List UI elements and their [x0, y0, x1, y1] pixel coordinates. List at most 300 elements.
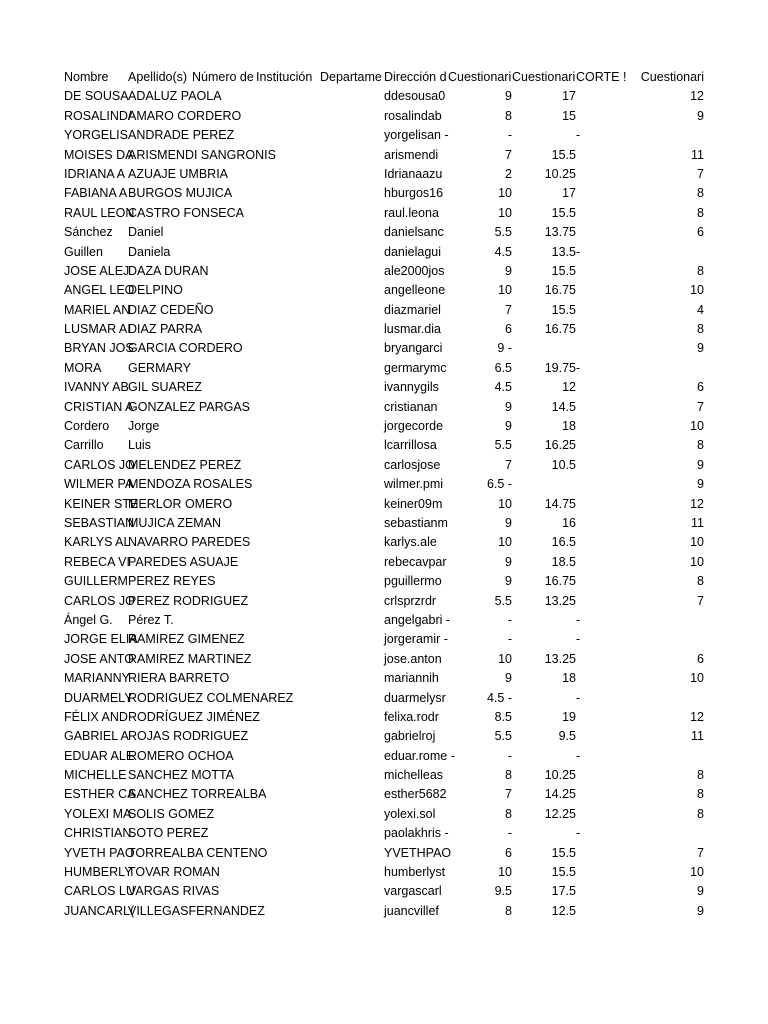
cell-direccion[interactable]: duarmelysr: [384, 690, 446, 705]
cell-cuestionario-3[interactable]: 10: [690, 419, 704, 434]
cell-cuestionario-2[interactable]: 16.75: [544, 283, 576, 298]
cell-cuestionario-1[interactable]: 10: [498, 651, 512, 666]
cell-cuestionario-2[interactable]: 17: [562, 186, 576, 201]
cell-direccion[interactable]: Idrianaazu: [384, 166, 443, 181]
cell-direccion[interactable]: danielsanc: [384, 225, 444, 240]
cell-nombre[interactable]: FÉLIX AND: [64, 709, 128, 724]
cell-direccion[interactable]: esther5682: [384, 787, 447, 802]
cell-apellidos[interactable]: MERLOR OMERO: [128, 496, 233, 511]
cell-nombre[interactable]: REBECA VI: [64, 554, 130, 569]
cell-cuestionario-2[interactable]: 18: [562, 419, 576, 434]
table-row: [0, 689, 768, 708]
cell-cuestionario-1[interactable]: 9: [505, 554, 512, 569]
table-row: [0, 766, 768, 785]
cell-cuestionario-2[interactable]: 12: [562, 380, 576, 395]
cell-cuestionario-2[interactable]: 15.5: [551, 205, 576, 220]
cell-direccion[interactable]: jorgeramir -: [384, 632, 448, 647]
cell-apellidos[interactable]: DAZA DURAN: [128, 263, 209, 278]
cell-cuestionario-1[interactable]: 5.5: [494, 438, 512, 453]
cell-cuestionario-2[interactable]: 15.5: [551, 302, 576, 317]
cell-direccion[interactable]: juancvillef: [384, 903, 439, 918]
cell-nombre[interactable]: CARLOS LU: [64, 884, 135, 899]
cell-cuestionario-3[interactable]: 8: [697, 574, 704, 589]
cell-apellidos[interactable]: Daniel: [128, 225, 164, 240]
cell-cuestionario-3[interactable]: 11: [691, 729, 704, 744]
cell-nombre[interactable]: ANGEL LEO: [64, 283, 135, 298]
cell-cuestionario-2[interactable]: 13.25: [544, 651, 576, 666]
cell-apellidos[interactable]: SOLIS GOMEZ: [128, 806, 215, 821]
cell-cuestionario-1[interactable]: 4.5: [494, 380, 512, 395]
cell-nombre[interactable]: CHRISTIAN: [64, 826, 132, 841]
cell-nombre[interactable]: Cordero: [64, 419, 110, 434]
cell-direccion[interactable]: bryangarci: [384, 341, 443, 356]
cell-cuestionario-2[interactable]: 16.5: [551, 535, 576, 550]
cell-apellidos[interactable]: ANDRADE PEREZ: [128, 128, 235, 143]
cell-nombre[interactable]: DE SOUSA: [64, 89, 129, 104]
cell-apellidos[interactable]: MENDOZA ROSALES: [128, 477, 253, 492]
table-row: [0, 844, 768, 863]
cell-apellidos[interactable]: RIERA BARRETO: [128, 671, 230, 686]
cell-nombre[interactable]: IDRIANA A: [64, 166, 126, 181]
cell-apellidos[interactable]: PEREZ REYES: [128, 574, 216, 589]
table-row: [0, 126, 768, 145]
cell-nombre[interactable]: MOISES DA: [64, 147, 134, 162]
cell-cuestionario-1[interactable]: 9.5: [494, 884, 512, 899]
table-row: [0, 533, 768, 552]
cell-apellidos[interactable]: GERMARY: [128, 360, 191, 375]
cell-cuestionario-2[interactable]: 13.25: [544, 593, 576, 608]
cell-apellidos[interactable]: AMARO CORDERO: [128, 108, 242, 123]
cell-direccion[interactable]: YVETHPAO: [384, 845, 452, 860]
cell-direccion[interactable]: angelleone: [384, 283, 446, 298]
table-row: [0, 669, 768, 688]
cell-cuestionario-3[interactable]: 7: [697, 593, 704, 608]
header-cuestionario-3[interactable]: Cuestionari: [640, 70, 704, 84]
table-row: [0, 281, 768, 300]
cell-direccion[interactable]: jose.anton: [384, 651, 442, 666]
table-row: [0, 223, 768, 242]
cell-cuestionario-1[interactable]: -: [507, 826, 512, 841]
cell-apellidos[interactable]: Luis: [128, 438, 151, 453]
cell-cuestionario-2[interactable]: 13.75: [544, 225, 576, 240]
header-apellidos[interactable]: Apellido(s): [128, 70, 188, 84]
cell-cuestionario-2[interactable]: 14.5: [551, 399, 576, 414]
cell-apellidos[interactable]: SANCHEZ TORREALBA: [128, 787, 267, 802]
cell-cuestionario-1[interactable]: 10: [498, 865, 512, 880]
cell-cuestionario-3[interactable]: 10: [690, 554, 704, 569]
cell-direccion[interactable]: mariannih: [384, 671, 439, 686]
cell-cuestionario-2[interactable]: 15: [562, 108, 576, 123]
table-row: [0, 378, 768, 397]
cell-nombre[interactable]: DUARMELY: [64, 690, 133, 705]
cell-direccion[interactable]: hburgos16: [384, 186, 444, 201]
cell-apellidos[interactable]: MUJICA ZEMAN: [128, 515, 222, 530]
cell-nombre[interactable]: MARIANNY: [64, 671, 130, 686]
header-cuestionario-2[interactable]: Cuestionari: [512, 70, 576, 84]
cell-direccion[interactable]: sebastianm: [384, 515, 448, 530]
cell-corte[interactable]: -: [576, 826, 581, 841]
cell-direccion[interactable]: ivannygils: [384, 380, 439, 395]
cell-cuestionario-3[interactable]: 10: [690, 671, 704, 686]
cell-nombre[interactable]: IVANNY AB: [64, 380, 129, 395]
cell-nombre[interactable]: Carrillo: [64, 438, 104, 453]
cell-cuestionario-3[interactable]: 12: [690, 709, 704, 724]
cell-nombre[interactable]: MARIEL AN: [64, 302, 131, 317]
cell-direccion[interactable]: pguillermo: [384, 574, 442, 589]
cell-nombre[interactable]: JOSE ALEJ: [64, 263, 130, 278]
cell-apellidos[interactable]: ADALUZ PAOLA: [128, 89, 222, 104]
cell-nombre[interactable]: SEBASTIAN: [64, 515, 135, 530]
cell-direccion[interactable]: keiner09m: [384, 496, 443, 511]
cell-direccion[interactable]: lcarrillosa: [384, 438, 437, 453]
table-row: [0, 87, 768, 106]
cell-cuestionario-3[interactable]: 6: [697, 651, 704, 666]
cell-cuestionario-3[interactable]: 9: [697, 457, 704, 472]
cell-cuestionario-1[interactable]: 2: [505, 166, 512, 181]
cell-nombre[interactable]: ROSALIND/: [64, 108, 132, 123]
cell-nombre[interactable]: CARLOS JO: [64, 593, 135, 608]
cell-nombre[interactable]: KARLYS AL: [64, 535, 131, 550]
cell-nombre[interactable]: BRYAN JOS: [64, 341, 134, 356]
header-row: [0, 68, 768, 87]
cell-cuestionario-1[interactable]: 5.5: [494, 593, 512, 608]
header-direccion[interactable]: Dirección d: [384, 70, 447, 84]
cell-cuestionario-1[interactable]: 6: [505, 322, 512, 337]
cell-apellidos[interactable]: RAMIREZ GIMENEZ: [128, 632, 245, 647]
cell-cuestionario-2[interactable]: 18.5: [551, 554, 576, 569]
cell-cuestionario-2[interactable]: 16.75: [544, 322, 576, 337]
cell-apellidos[interactable]: GIL SUAREZ: [128, 380, 202, 395]
cell-nombre[interactable]: JUANCARL(: [64, 903, 135, 918]
cell-direccion[interactable]: eduar.rome -: [384, 748, 455, 763]
cell-cuestionario-3[interactable]: 7: [697, 166, 704, 181]
cell-cuestionario-1[interactable]: 9: [505, 574, 512, 589]
cell-cuestionario-3[interactable]: 11: [691, 147, 704, 162]
cell-cuestionario-1[interactable]: 8: [505, 903, 512, 918]
cell-cuestionario-2[interactable]: 19.75: [544, 360, 576, 375]
cell-apellidos[interactable]: ROMERO OCHOA: [128, 748, 234, 763]
cell-direccion[interactable]: crlsprzrdr: [384, 593, 437, 608]
cell-cuestionario-2[interactable]: 15.5: [551, 147, 576, 162]
table-row: [0, 398, 768, 417]
cell-cuestionario-3[interactable]: 8: [697, 322, 704, 337]
cell-cuestionario-3[interactable]: 12: [690, 89, 704, 104]
cell-cuestionario-2[interactable]: 10.25: [544, 768, 576, 783]
cell-nombre[interactable]: LUSMAR AI: [64, 322, 131, 337]
table-row: [0, 902, 768, 921]
cell-apellidos[interactable]: ROJAS RODRIGUEZ: [128, 729, 249, 744]
cell-apellidos[interactable]: ARISMENDI SANGRONIS: [128, 147, 276, 162]
table-row: [0, 572, 768, 591]
cell-cuestionario-2[interactable]: 15.5: [551, 845, 576, 860]
cell-apellidos[interactable]: TORREALBA CENTENO: [128, 845, 268, 860]
cell-cuestionario-1[interactable]: -: [507, 612, 512, 627]
cell-apellidos[interactable]: GONZALEZ PARGAS: [128, 399, 251, 414]
cell-cuestionario-3[interactable]: 11: [691, 515, 704, 530]
cell-nombre[interactable]: Ángel G.: [64, 612, 113, 627]
cell-cuestionario-1[interactable]: 7: [505, 147, 512, 162]
cell-cuestionario-2[interactable]: 16.75: [544, 574, 576, 589]
cell-cuestionario-2[interactable]: 12.25: [544, 806, 576, 821]
cell-cuestionario-3[interactable]: 7: [697, 399, 704, 414]
cell-nombre[interactable]: YORGELIS: [64, 128, 128, 143]
table-row: [0, 359, 768, 378]
table-row: [0, 262, 768, 281]
table-row: [0, 805, 768, 824]
cell-direccion[interactable]: karlys.ale: [384, 535, 437, 550]
cell-cuestionario-1[interactable]: 9: [505, 515, 512, 530]
table-body: [0, 87, 768, 921]
cell-apellidos[interactable]: GARCIA CORDERO: [128, 341, 243, 356]
cell-nombre[interactable]: JOSE ANTO: [64, 651, 134, 666]
cell-apellidos[interactable]: DIAZ PARRA: [128, 322, 203, 337]
cell-nombre[interactable]: GABRIEL A: [64, 729, 129, 744]
table-row: [0, 456, 768, 475]
cell-cuestionario-2[interactable]: 18: [562, 671, 576, 686]
cell-direccion[interactable]: diazmariel: [384, 302, 441, 317]
cell-cuestionario-2[interactable]: 14.75: [544, 496, 576, 511]
cell-nombre[interactable]: ESTHER CA: [64, 787, 136, 802]
cell-cuestionario-1[interactable]: -: [507, 128, 512, 143]
cell-cuestionario-1[interactable]: 10: [498, 205, 512, 220]
cell-direccion[interactable]: germarymc: [384, 360, 447, 375]
cell-cuestionario-3[interactable]: 10: [690, 865, 704, 880]
cell-direccion[interactable]: carlosjose: [384, 457, 441, 472]
table-row: [0, 708, 768, 727]
cell-cuestionario-1[interactable]: 6.5: [494, 360, 512, 375]
cell-apellidos[interactable]: VILLEGASFERNANDEZ: [128, 903, 265, 918]
cell-cuestionario-2[interactable]: 17.5: [551, 884, 576, 899]
cell-nombre[interactable]: Sánchez: [64, 225, 113, 240]
cell-cuestionario-1[interactable]: 8.5: [494, 709, 512, 724]
cell-direccion[interactable]: michelleas: [384, 768, 444, 783]
table-row: [0, 301, 768, 320]
cell-direccion[interactable]: paolakhris -: [384, 826, 449, 841]
cell-cuestionario-1[interactable]: 5.5: [494, 225, 512, 240]
cell-apellidos[interactable]: MELENDEZ PEREZ: [128, 457, 242, 472]
cell-direccion[interactable]: danielagui: [384, 244, 441, 259]
cell-nombre[interactable]: CRISTIAN A: [64, 399, 134, 414]
cell-corte[interactable]: -: [576, 244, 581, 259]
cell-nombre[interactable]: EDUAR ALE: [64, 748, 135, 763]
cell-direccion[interactable]: vargascarl: [384, 884, 442, 899]
cell-nombre[interactable]: GUILLERM: [64, 574, 128, 589]
cell-cuestionario-3[interactable]: 9: [697, 341, 704, 356]
cell-apellidos[interactable]: DELPINO: [128, 283, 183, 298]
cell-apellidos[interactable]: RODRÍGUEZ JIMÉNEZ: [128, 709, 260, 724]
cell-apellidos[interactable]: NAVARRO PAREDES: [128, 535, 251, 550]
cell-nombre[interactable]: YVETH PAO: [64, 845, 135, 860]
cell-cuestionario-3[interactable]: 9: [697, 903, 704, 918]
cell-cuestionario-3[interactable]: 8: [697, 806, 704, 821]
cell-cuestionario-3[interactable]: 6: [697, 380, 704, 395]
cell-direccion[interactable]: wilmer.pmi: [384, 477, 444, 492]
cell-cuestionario-3[interactable]: 12: [690, 496, 704, 511]
cell-apellidos[interactable]: PEREZ RODRIGUEZ: [128, 593, 249, 608]
cell-cuestionario-1[interactable]: 5.5: [494, 729, 512, 744]
cell-cuestionario-2[interactable]: 10.25: [544, 166, 576, 181]
cell-apellidos[interactable]: SANCHEZ MOTTA: [128, 768, 235, 783]
cell-apellidos[interactable]: DIAZ CEDEÑO: [128, 302, 214, 317]
cell-cuestionario-1[interactable]: 7: [505, 787, 512, 802]
table-row: [0, 863, 768, 882]
cell-apellidos[interactable]: SOTO PEREZ: [128, 826, 209, 841]
cell-corte[interactable]: -: [576, 360, 581, 375]
cell-nombre[interactable]: FABIANA A: [64, 186, 128, 201]
cell-apellidos[interactable]: CASTRO FONSECA: [128, 205, 244, 220]
cell-cuestionario-3[interactable]: 9: [697, 108, 704, 123]
cell-cuestionario-2[interactable]: 9.5: [558, 729, 576, 744]
cell-cuestionario-1[interactable]: 4.5: [494, 244, 512, 259]
cell-direccion[interactable]: rosalindab: [384, 108, 442, 123]
header-institucion[interactable]: Institución: [256, 70, 313, 84]
header-departamento[interactable]: Departame: [320, 70, 382, 84]
cell-direccion[interactable]: yorgelisan -: [384, 128, 449, 143]
cell-cuestionario-1[interactable]: 6.5 -: [486, 477, 512, 492]
cell-nombre[interactable]: RAUL LEON: [64, 205, 135, 220]
table-row: [0, 553, 768, 572]
cell-cuestionario-3[interactable]: 10: [690, 283, 704, 298]
header-cuestionario-1[interactable]: Cuestionari: [448, 70, 512, 84]
cell-cuestionario-1[interactable]: 9 -: [497, 341, 512, 356]
cell-corte[interactable]: -: [576, 748, 581, 763]
cell-cuestionario-3[interactable]: 8: [697, 438, 704, 453]
cell-direccion[interactable]: jorgecorde: [384, 419, 444, 434]
cell-cuestionario-3[interactable]: 6: [697, 225, 704, 240]
cell-cuestionario-3[interactable]: 8: [697, 263, 704, 278]
cell-cuestionario-3[interactable]: 9: [697, 477, 704, 492]
cell-apellidos[interactable]: Jorge: [128, 419, 160, 434]
cell-corte[interactable]: -: [576, 690, 581, 705]
cell-cuestionario-2[interactable]: 12.5: [551, 903, 576, 918]
table-row: [0, 514, 768, 533]
cell-cuestionario-1[interactable]: 10: [498, 535, 512, 550]
cell-cuestionario-3[interactable]: 4: [697, 302, 704, 317]
cell-cuestionario-1[interactable]: 9: [505, 671, 512, 686]
table-row: [0, 165, 768, 184]
table-row: [0, 747, 768, 766]
table-row: [0, 727, 768, 746]
cell-cuestionario-2[interactable]: 16.25: [544, 438, 576, 453]
cell-cuestionario-2[interactable]: 19: [562, 709, 576, 724]
cell-apellidos[interactable]: BURGOS MUJICA: [128, 186, 233, 201]
cell-nombre[interactable]: MORA: [64, 360, 102, 375]
cell-apellidos[interactable]: PAREDES ASUAJE: [128, 554, 239, 569]
cell-cuestionario-2[interactable]: 17: [562, 89, 576, 104]
table-row: [0, 146, 768, 165]
cell-apellidos[interactable]: RAMIREZ MARTINEZ: [128, 651, 252, 666]
cell-corte[interactable]: -: [576, 612, 581, 627]
cell-nombre[interactable]: CARLOS JO: [64, 457, 135, 472]
cell-cuestionario-1[interactable]: 9: [505, 263, 512, 278]
cell-direccion[interactable]: yolexi.sol: [384, 806, 436, 821]
cell-apellidos[interactable]: RODRIGUEZ COLMENAREZ: [128, 690, 294, 705]
header-nombre[interactable]: Nombre: [64, 70, 109, 84]
table-row: [0, 611, 768, 630]
table-row: [0, 475, 768, 494]
cell-cuestionario-1[interactable]: 8: [505, 806, 512, 821]
cell-corte[interactable]: -: [576, 128, 581, 143]
cell-cuestionario-2[interactable]: 15.5: [551, 865, 576, 880]
cell-direccion[interactable]: felixa.rodr: [384, 709, 439, 724]
cell-cuestionario-2[interactable]: 10.5: [551, 457, 576, 472]
cell-cuestionario-2[interactable]: 15.5: [551, 263, 576, 278]
cell-cuestionario-1[interactable]: 10: [498, 186, 512, 201]
cell-cuestionario-1[interactable]: 8: [505, 768, 512, 783]
cell-direccion[interactable]: raul.leona: [384, 205, 439, 220]
table-row: [0, 630, 768, 649]
cell-cuestionario-1[interactable]: 7: [505, 457, 512, 472]
cell-direccion[interactable]: ddesousa0: [384, 89, 446, 104]
header-corte[interactable]: CORTE !: [576, 70, 627, 84]
cell-cuestionario-1[interactable]: 4.5 -: [486, 690, 512, 705]
table-row: [0, 184, 768, 203]
table-row: [0, 204, 768, 223]
cell-nombre[interactable]: MICHELLE: [64, 768, 127, 783]
table-row: [0, 824, 768, 843]
cell-cuestionario-2[interactable]: 14.25: [544, 787, 576, 802]
cell-cuestionario-1[interactable]: 9: [505, 399, 512, 414]
table-row: [0, 243, 768, 262]
cell-direccion[interactable]: rebecavpar: [384, 554, 447, 569]
cell-cuestionario-1[interactable]: -: [507, 748, 512, 763]
cell-nombre[interactable]: KEINER STE: [64, 496, 139, 511]
cell-cuestionario-3[interactable]: 7: [697, 845, 704, 860]
cell-nombre[interactable]: YOLEXI MA: [64, 806, 132, 821]
cell-direccion[interactable]: cristianan: [384, 399, 438, 414]
cell-cuestionario-1[interactable]: 8: [505, 108, 512, 123]
cell-cuestionario-2[interactable]: 16: [562, 515, 576, 530]
cell-nombre[interactable]: JORGE ELIA: [64, 632, 138, 647]
cell-cuestionario-1[interactable]: 6: [505, 845, 512, 860]
cell-cuestionario-1[interactable]: 10: [498, 283, 512, 298]
cell-cuestionario-3[interactable]: 10: [690, 535, 704, 550]
cell-apellidos[interactable]: AZUAJE UMBRIA: [128, 166, 229, 181]
cell-direccion[interactable]: angelgabri -: [384, 612, 451, 627]
cell-cuestionario-1[interactable]: -: [507, 632, 512, 647]
cell-cuestionario-3[interactable]: 8: [697, 768, 704, 783]
cell-nombre[interactable]: HUMBERLY: [64, 865, 133, 880]
cell-cuestionario-1[interactable]: 9: [505, 89, 512, 104]
cell-apellidos[interactable]: TOVAR ROMAN: [128, 865, 220, 880]
cell-direccion[interactable]: lusmar.dia: [384, 322, 441, 337]
cell-nombre[interactable]: Guillen: [64, 244, 103, 259]
cell-nombre[interactable]: WILMER PA: [64, 477, 134, 492]
cell-cuestionario-3[interactable]: 8: [697, 205, 704, 220]
cell-cuestionario-1[interactable]: 10: [498, 496, 512, 511]
table-row: [0, 785, 768, 804]
cell-direccion[interactable]: humberlyst: [384, 865, 446, 880]
cell-apellidos[interactable]: Daniela: [128, 244, 171, 259]
table-row: [0, 495, 768, 514]
cell-cuestionario-1[interactable]: 9: [505, 419, 512, 434]
cell-direccion[interactable]: gabrielroj: [384, 729, 436, 744]
cell-cuestionario-2[interactable]: 13.5: [551, 244, 576, 259]
cell-direccion[interactable]: ale2000jos: [384, 263, 445, 278]
table-row: [0, 339, 768, 358]
cell-corte[interactable]: -: [576, 632, 581, 647]
cell-cuestionario-1[interactable]: 7: [505, 302, 512, 317]
table-row: [0, 592, 768, 611]
cell-cuestionario-3[interactable]: 8: [697, 787, 704, 802]
table-row: [0, 107, 768, 126]
header-numero[interactable]: Número de: [192, 70, 254, 84]
cell-apellidos[interactable]: Pérez T.: [128, 612, 174, 627]
cell-cuestionario-3[interactable]: 9: [697, 884, 704, 899]
cell-cuestionario-3[interactable]: 8: [697, 186, 704, 201]
cell-apellidos[interactable]: VARGAS RIVAS: [128, 884, 220, 899]
cell-direccion[interactable]: arismendi: [384, 147, 439, 162]
